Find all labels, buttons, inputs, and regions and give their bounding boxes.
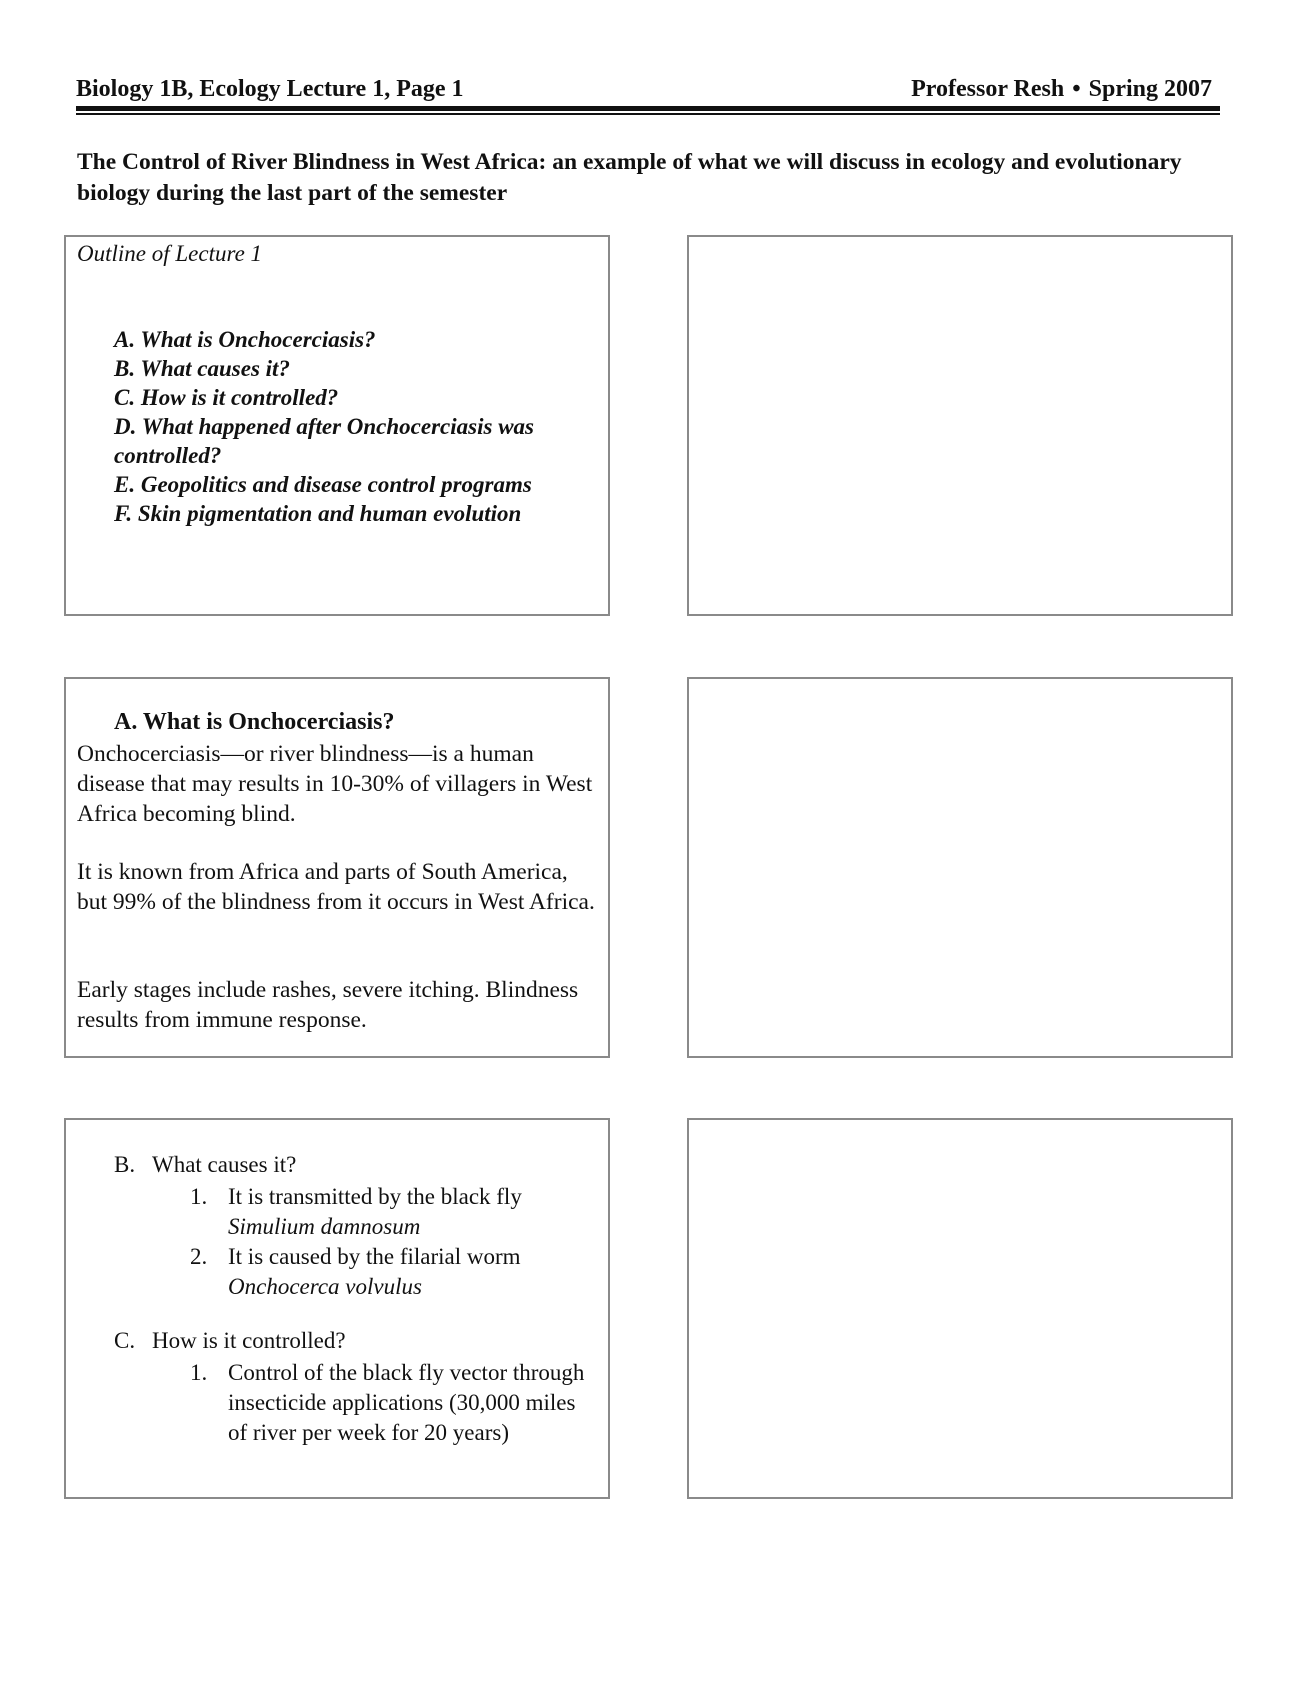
section-a-slide-box [64, 677, 610, 1058]
outline-item: C. How is it controlled? [114, 385, 339, 410]
section-a-paragraph: Onchocerciasis—or river blindness—is a human disease that may results in 10-30% of villagers in West Africa becoming blind. [77, 741, 593, 827]
item-text: Control of the black fly vector through insecticide applications (30,000 miles of river per week for 20 years) [228, 1360, 585, 1445]
item-number: 2. [190, 1244, 208, 1269]
notes-box-1 [687, 235, 1233, 616]
outline-slide-box [64, 235, 610, 616]
header-rule-thick [76, 106, 1220, 111]
outline-item: E. Geopolitics and disease control programs [114, 472, 532, 497]
section-a-paragraph: It is known from Africa and parts of South America, but 99% of the blindness from it occurs in West Africa. [77, 859, 595, 915]
outline-item: B. What causes it? [114, 356, 290, 381]
section-b-heading [114, 1152, 296, 1178]
section-c-title: How is it controlled? [152, 1328, 346, 1353]
outline-item: F. Skin pigmentation and human evolution [114, 501, 522, 526]
outline-list [114, 325, 604, 528]
item-statement: It is transmitted by the black fly [228, 1184, 522, 1209]
header-rule-thin [76, 113, 1220, 115]
species-name: Onchocerca volvulus [228, 1274, 422, 1299]
section-b-letter: B. [114, 1152, 136, 1177]
instructor-term [911, 76, 1212, 103]
bullet-separator: • [1072, 76, 1081, 102]
document-title: The Control of River Blindness in West Africa: an example of what we will discuss in ecology and evolutionary biology during the last part of the semester [77, 149, 1182, 206]
item-number: 1. [190, 1184, 208, 1209]
item-text [228, 1182, 598, 1242]
item-number: 1. [190, 1360, 208, 1385]
outline-item: D. What happened after Onchocerciasis was controlled? [114, 414, 534, 468]
section-b-title: What causes it? [152, 1152, 297, 1177]
species-name: Simulium damnosum [228, 1214, 421, 1239]
section-c-heading [114, 1328, 346, 1354]
term-label: Spring 2007 [1088, 76, 1212, 102]
page-header [76, 72, 1220, 106]
notes-box-3 [687, 1118, 1233, 1499]
notes-box-2 [687, 677, 1233, 1058]
outline-heading: Outline of Lecture 1 [77, 241, 263, 266]
course-page-label: Biology 1B, Ecology Lecture 1, Page 1 [76, 76, 464, 102]
item-text [228, 1242, 598, 1302]
section-c-letter: C. [114, 1328, 136, 1353]
item-statement: It is caused by the filarial worm [228, 1244, 521, 1269]
section-bc-slide-box [64, 1118, 610, 1499]
section-a-heading: A. What is Onchocerciasis? [114, 709, 395, 735]
outline-item: A. What is Onchocerciasis? [114, 327, 376, 352]
section-a-paragraph: Early stages include rashes, severe itching. Blindness results from immune response. [77, 977, 579, 1033]
professor-name: Professor Resh [911, 76, 1065, 102]
